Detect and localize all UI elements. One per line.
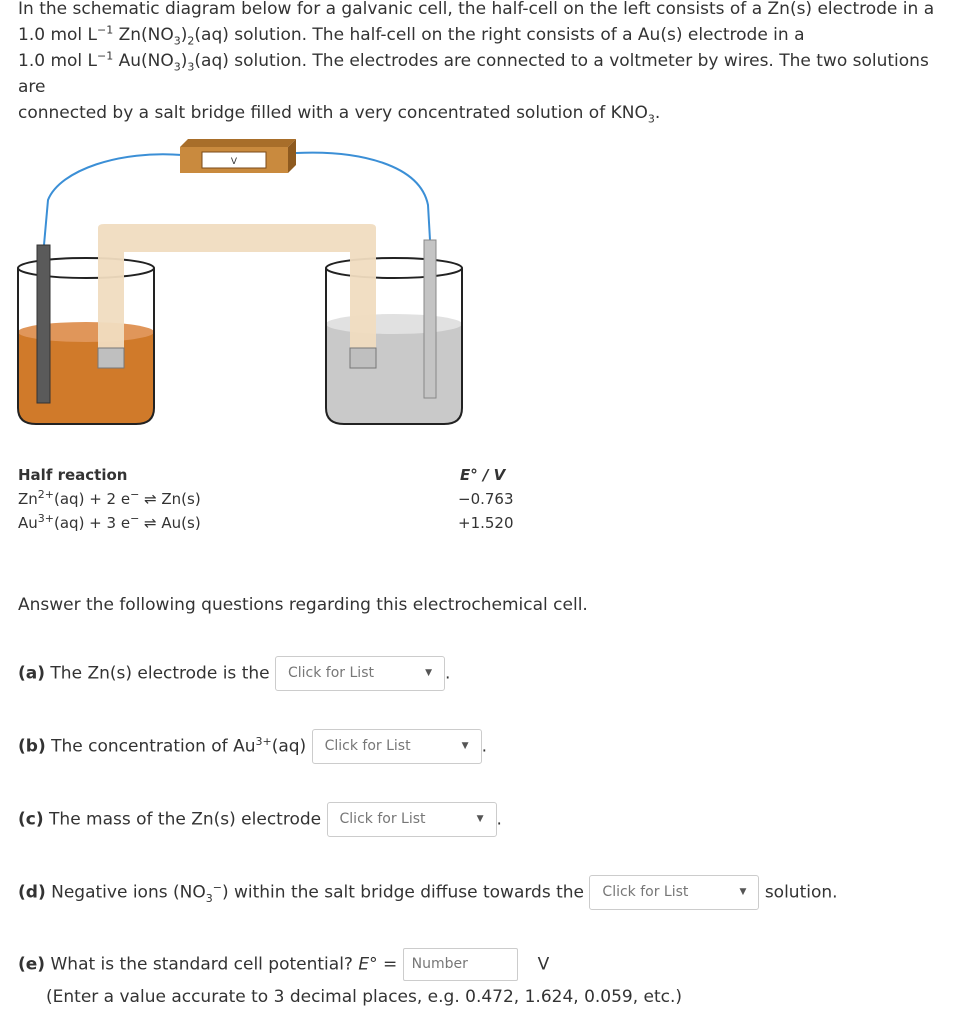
- potential-header: E° / V: [460, 466, 506, 484]
- reduction-potential-table: [18, 463, 518, 535]
- voltmeter: [180, 139, 296, 173]
- intro-line-1: In the schematic diagram below for a galvanic cell, the half-cell on the left consists of a Zn(s) electrode in a: [18, 0, 935, 19]
- question-a: (a) The Zn(s) electrode is the Click for List ▼ .: [18, 656, 450, 691]
- question-d: (d) Negative ions $(NO_3^-)$ within the salt bridge diffuse towards the Click for List ▼ solution.: [18, 875, 838, 910]
- unit-label: V: [537, 954, 550, 975]
- mass-change-select[interactable]: Click for List ▼: [327, 802, 497, 837]
- intro-line-3: 1.0 mol $L^{-1}$ $Au(NO_3)_3(aq)$ solution. The electrodes are connected to a voltmeter by wires. The two solutions are: [18, 49, 929, 97]
- question-b: (b) The concentration of $Au^{3+}(aq)$ Click for List ▼ .: [18, 729, 487, 764]
- half-reaction-header: Half reaction: [18, 466, 128, 484]
- au-electrode: [424, 240, 436, 398]
- electrode-type-select[interactable]: Click for List ▼: [275, 656, 445, 691]
- intro-line-4: connected by a salt bridge filled with a very concentrated solution of $KNO_3$.: [18, 103, 661, 126]
- galvanic-cell-diagram: [0, 130, 480, 435]
- concentration-change-select[interactable]: Click for List ▼: [312, 729, 482, 764]
- table-row: $Zn^{2+}(aq) + 2$ e− ⇌ Zn(s) −0.763: [18, 488, 514, 508]
- problem-statement: [18, 0, 958, 126]
- question-e: (e) What is the standard cell potential? E° = Number V: [18, 948, 549, 981]
- question-c: (c) The mass of the Zn(s) electrode Click for List ▼ .: [18, 802, 502, 837]
- intro-line-2: 1.0 mol $L^{-1}$ $Zn(NO_3)_2(aq)$ solution. The half-cell on the right consists of a Au(s) electrode in a: [18, 23, 805, 48]
- table-row: $Au^{3+}(aq) + 3$ e− ⇌ Au(s) +1.520: [18, 512, 514, 532]
- ion-direction-select[interactable]: Click for List ▼: [589, 875, 759, 910]
- question-e-hint: (Enter a value accurate to 3 decimal places, e.g. 0.472, 1.624, 0.059, etc.): [46, 987, 683, 1007]
- instructions: Answer the following questions regarding this electrochemical cell.: [18, 595, 588, 615]
- zn-electrode: [37, 245, 50, 403]
- voltmeter-label: V: [230, 157, 238, 167]
- cell-potential-input[interactable]: Number: [403, 948, 518, 981]
- right-beaker: [326, 258, 462, 424]
